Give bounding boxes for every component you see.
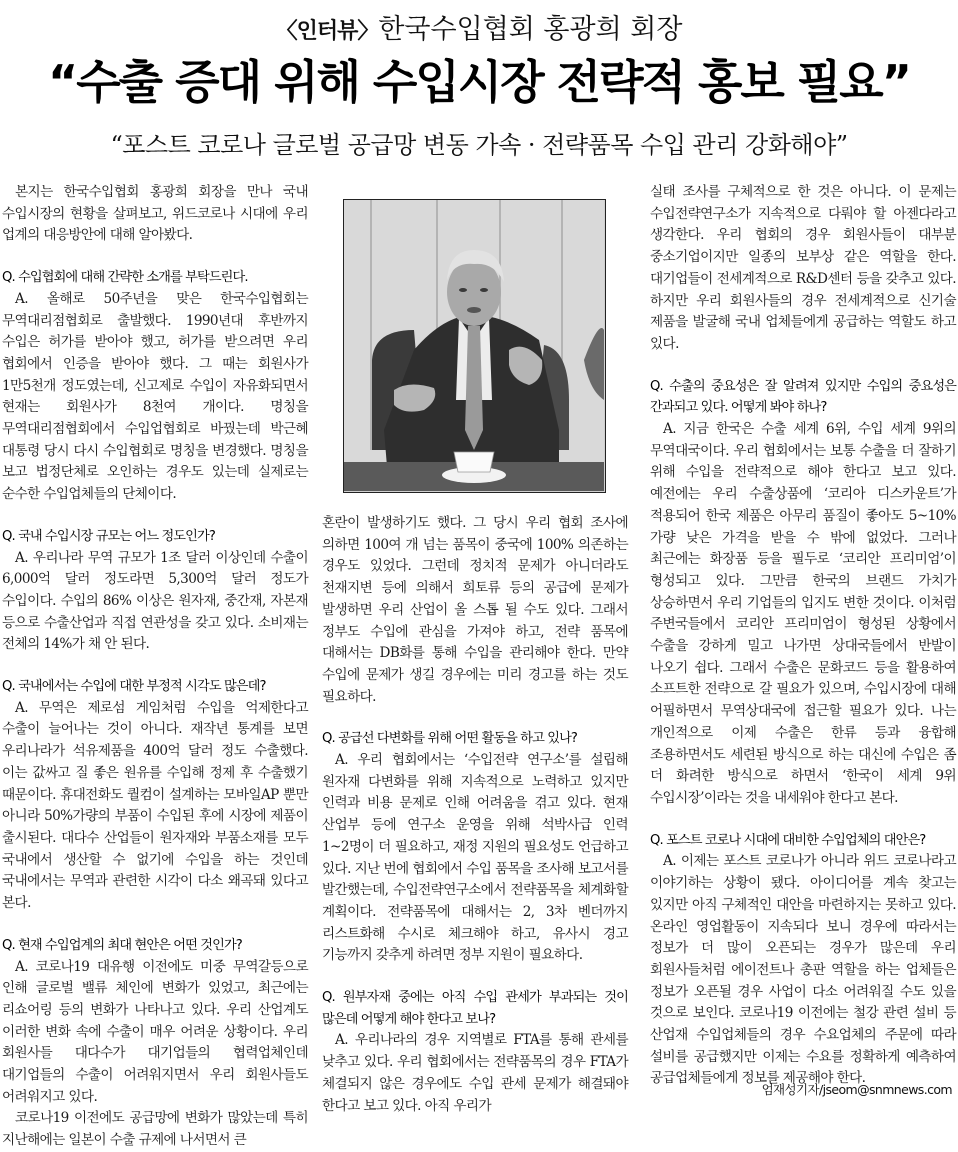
answer-5: A. 우리 협회에서는 ‘수입전략 연구소’를 설립해 원자재 다변화를 위해 지속적으로 노력하고 있지만 인력과 비용 문제로 인해 어려움을 겪고 있다. 현재 산업부 등에 연구소 운영을 위해 석박사급 인력 1~2명이 더 필요하고, 재정 지원의 필요성도 언급하고 있다. 지난 번에 협회에서 수입 품목을 조사해 보고서를 발간했는데, 수입전략연구소에서 전략품목을 체계화할 계획이다. 전략품목에 대해서는 2, 3차 벤더까지 리스트화해 수시로 체크해야 하고, 유사시 경고 기능까지 갖추게 하려면 정부 지원이 필요하다. (322, 752, 628, 964)
question-4: Q. 현재 수입업계의 최대 현안은 어떤 것인가? (2, 937, 242, 953)
question-7: Q. 수출의 중요성은 잘 알려져 있지만 수입의 중요성은 간과되고 있다. 어떻게 봐야 하나? (650, 378, 956, 416)
article-column-3 (650, 182, 956, 1090)
question-2: Q. 국내 수입시장 규모는 어느 정도인가? (2, 528, 215, 544)
question-8: Q. 포스트 코로나 시대에 대비한 수입업체의 대안은? (650, 832, 926, 848)
answer-2: A. 우리나라 무역 규모가 1조 달러 이상인데 수출이 6,000억 달러 정도라면 5,300억 달러 정도가 수입이다. 수입의 86% 이상은 원자재, 중간재, 자본재 등으로 수출산업과 직접 연관성을 갖고 있다. 소비재는 전체의 14%가 채 안 된다. (2, 549, 308, 653)
question-5: Q. 공급선 다변화를 위해 어떤 활동을 하고 있나? (322, 731, 578, 747)
kicker-text: 한국수입협회 홍광희 회장 (378, 14, 683, 45)
question-3: Q. 국내에서는 수입에 대한 부정적 시각도 많은데? (2, 679, 266, 695)
answer-4-continued: 혼란이 발생하기도 했다. 그 당시 우리 협회 조사에 의하면 100여 개 넘는 품목이 중국에 100% 의존하는 경우도 있었다. 그런데 정치적 문제가 아니더라도 천재지변 등에 의해서 희토류 등의 공급에 문제가 발생하면 우리 산업이 올 스톱 될 수도 있다. 그래서 정부도 수입에 관심을 가져야 하고, 전략 품목에 대해서는 DB화를 통해 수입을 관리해야 한다. 만약 수입에 문제가 생길 경우에는 미리 경고를 하는 것도 필요하다. (322, 515, 628, 705)
answer-1: A. 올해로 50주년을 맞은 한국수입협회는 무역대리점협회로 출발했다. 1990년대 후반까지 수입은 허가를 받아야 했고, 허가를 받으려면 우리 협회에서 인증을 받아야 했다. 그 때는 회원사가 1만5천개 정도였는데, 신고제로 수입이 자유화되면서 현재는 회원사가 8천여 개이다. 명칭을 무역대리점협회에서 수입업협회로 바꿨는데 박근혜 대통령 당시 다시 수입협회로 명칭을 변경했다. 명칭을 보고 법정단체로 오인하는 경우도 있는데 실제로는 순수한 수입업체들의 단체이다. (2, 290, 308, 503)
intro-paragraph: 본지는 한국수입협회 홍광희 회장을 만나 국내 수입시장의 현황을 살펴보고, 위드코로나 시대에 우리 업계의 대응방안에 대해 알아봤다. (2, 184, 308, 244)
answer-6-continued: 실태 조사를 구체적으로 한 것은 아니다. 이 문제는 수입전략연구소가 지속적으로 다뤄야 할 아젠다라고 생각한다. 우리 협회의 경우 회원사들이 대부분 중소기업이지만 일종의 보부상 같은 역할을 한다. 대기업들이 전세계적으로 R&D센터 등을 갖추고 있다. 하지만 우리 회원사들의 경우 전세계적으로 신기술 제품을 발굴해 국내 업체들에게 공급하는 역할도 하고 있다. (650, 184, 956, 352)
article-column-2 (322, 513, 628, 1117)
answer-8: A. 이제는 포스트 코로나가 아니라 위드 코로나라고 이야기하는 상황이 됐다. 아이디어를 계속 찾고는 있지만 아직 구체적인 대안을 마련하지는 못하고 있다. 온라인 영업활동이 지속되다 보니 경우에 따라서는 정보가 더 많이 오픈되는 경우가 많은데 우리 회원사들처럼 에이전트나 총판 역할을 하는 업체들은 정보가 오픈될 경우 사업이 다소 어려워질 수도 있을 것으로 보인다. 코로나19 이전에는 철강 관련 설비 등 산업재 수입업체들의 경우 수요업체의 주문에 따라 설비를 공급했지만 이제는 수요를 정확하게 예측하여 공급업체들에게 정보를 제공해야 한다. (650, 853, 956, 1087)
article-kicker (0, 12, 958, 50)
answer-3: A. 무역은 제로섬 게임처럼 수입을 억제한다고 수출이 늘어나는 것이 아니다. 재작년 통계를 보면 우리나라가 석유제품을 400억 달러 정도 수출했다. 이는 값싸고 질 좋은 원유를 수입해 정제 후 수출했기 때문이다. 휴대전화도 퀄컴이 설계하는 모바일AP 뿐만 아니라 50%가량의 부품이 수입된 후에 시장에 제품이 출시된다. 대다수 산업들이 원자재와 부품소재를 모두 국내에서 생산할 수 없기에 수입을 하는 것인데 국내에서는 무역과 관련한 시각이 다소 왜곡돼 있다고 본다. (2, 699, 308, 912)
headline: “수출 증대 위해 수입시장 전략적 홍보 필요” (48, 55, 910, 109)
reporter-byline: 엄재성기자/jseom@snmnews.com (761, 1082, 952, 1097)
portrait-illustration (344, 200, 604, 491)
question-6: Q. 원부자재 중에는 아직 수입 관세가 부과되는 것이 많은데 어떻게 해야 한다고 보나? (322, 990, 628, 1027)
answer-4-part-1: A. 코로나19 대유행 이전에도 미중 무역갈등으로 인해 글로벌 밸류 체인에 변화가 있었고, 최근에는 리쇼어링 등의 변화가 나타나고 있다. 우리 산업계도 이러한 변화 속에 수출이 매우 어려운 상황이다. 우리 회원사들 대다수가 대기업들의 협력업체인데 대기업들의 수출이 어려워지면서 우리 회원사들도 어려워지고 있다. (2, 958, 308, 1105)
answer-7: A. 지금 한국은 수출 세계 6위, 수입 세계 9위의 무역대국이다. 우리 협회에서는 보통 수출을 더 잘하기 위해 수입을 전략적으로 해야 한다고 보고 있다. 예전에는 우리 수출상품에 ‘코리아 디스카운트’가 적용되어 한국 제품은 아무리 품질이 좋아도 5~10%가량 낮은 가격을 받을 수 밖에 없었다. 그러나 최근에는 화장품 등을 필두로 ‘코리안 프리미엄’이 형성되고 있다. 그만큼 한국의 브랜드 가치가 상승하면서 우리 기업들의 입지도 변한 것이다. 이처럼 주변국들에서 코리안 프리미엄이 형성된 상황에서 수출을 강하게 밀고 나가면 상대국들에서 반발이 나오기 쉽다. 그래서 수출은 문화코드 등을 활용하여 소프트한 전략으로 갈 필요가 있으며, 수입시장에 대해 어필하면서 무역상대국에 접근할 필요가 있다. 나는 개인적으로 이제 수출은 한류 등과 융합해 조용하면서도 세련된 방식으로 하는 대신에 수입은 좀 더 화려한 방식으로 하면서 ‘한국이 세계 9위 수입시장’이라는 것을 내세워야 한다고 본다. (650, 421, 956, 806)
subheadline: “포스트 코로나 글로벌 공급망 변동 가속 · 전략품목 수입 관리 강화해야” (110, 131, 848, 159)
question-1: Q. 수입협회에 대해 간략한 소개를 부탁드린다. (2, 270, 248, 286)
article-column-1 (2, 182, 308, 1152)
interview-tag: 〈인터뷰〉 (275, 19, 379, 44)
answer-4-part-2: 코로나19 이전에도 공급망에 변화가 많았는데 특히 지난해에는 일본이 수출 규제에 나서면서 큰 (2, 1110, 308, 1149)
answer-6-part-1: A. 우리나라의 경우 지역별로 FTA를 통해 관세를 낮추고 있다. 우리 협회에서는 전략품목의 경우 FTA가 체결되지 않은 경우에도 수입 관세 문제가 해결돼야 한다고 보고 있다. 아직 우리가 (322, 1032, 628, 1114)
interviewee-photo (343, 199, 606, 493)
